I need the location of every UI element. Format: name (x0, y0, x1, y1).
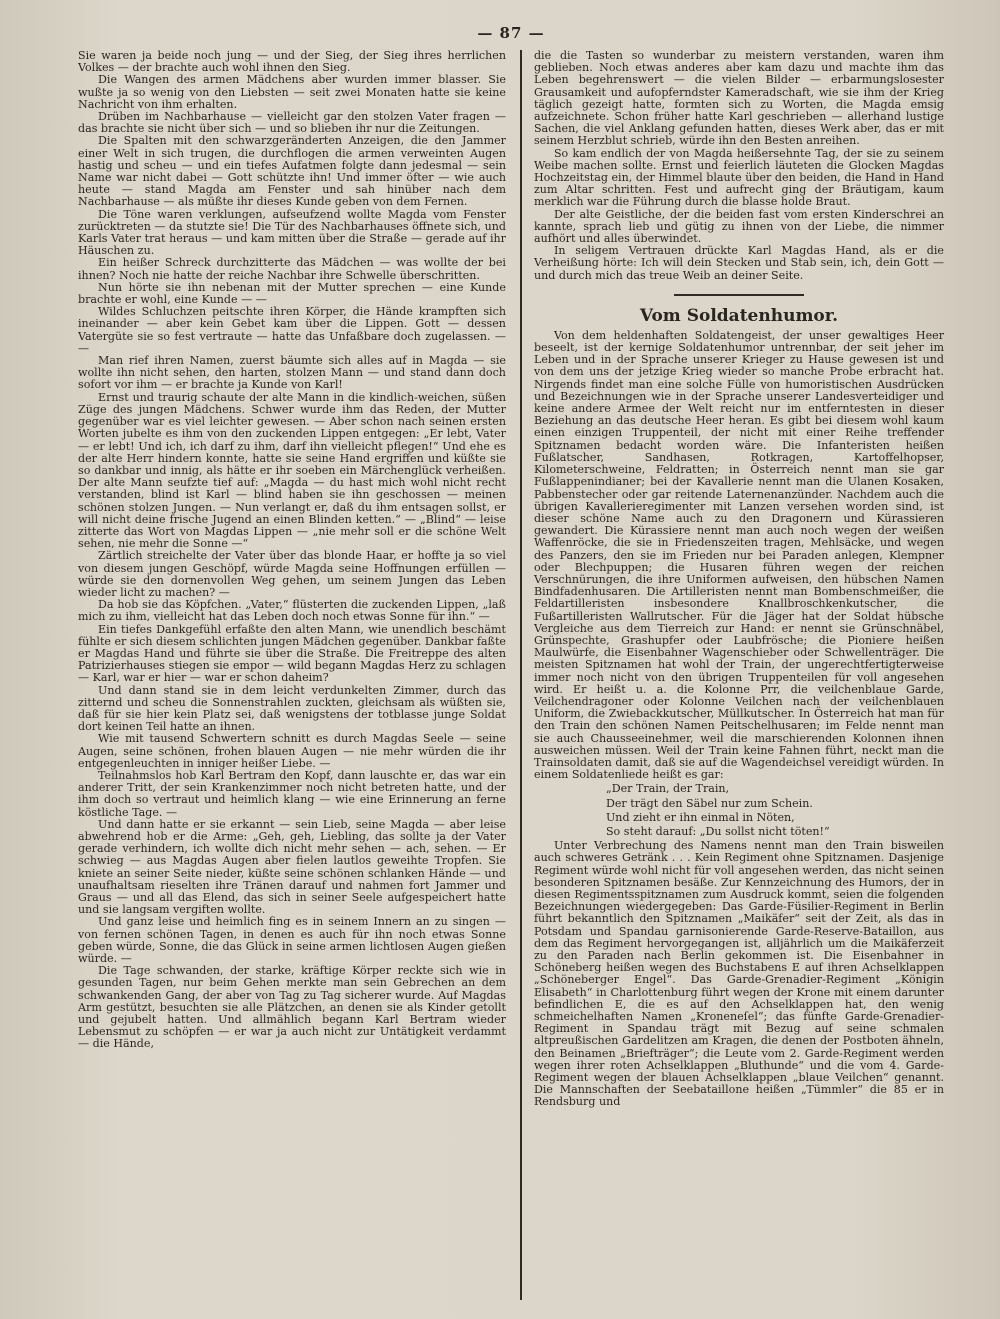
page-number: — 87 — (477, 24, 545, 42)
left-column (78, 50, 514, 1300)
column-divider (520, 50, 522, 1300)
paragraph: So kam endlich der von Magda heißersehnte Tag, der sie zu seinem Weibe machen sollte. Ernst und feierlich läuteten die Glocken Magdas Hochzeitstag ein, der Himmel blaute über den beiden, die Hand in Hand zum Altar schritten. Fest und aufrecht ging der Bräutigam, kaum merklich war die Führung durch die blasse holde Braut. (533, 146, 944, 209)
paragraph: Und ganz leise und heimlich fing es in seinem Innern an zu singen — von fernen schönen Tagen, in denen es auch für ihn noch etwas Sonne geben würde, Sonne, die das Glück in seine armen lichtlosen Augen gießen würde. — (78, 915, 506, 966)
paragraph: die die Tasten so wunderbar zu meistern verstanden, waren ihm geblieben. Noch etwas anderes aber kam dazu und machte ihm das Leben begehrenswert — die vielen Bilder — erbarmungslosester Grausamkeit und aufopferndster Kameradschaft, wie sie ihm der Krieg täglich gezeigt hatte, formten sich zu Worten, die Magda emsig aufzeichnete. Schon früher hatte Karl geschrieben — allerhand lustige Sachen, die viel Anklang gefunden hatten, dieses Werk aber, das er mit seinem Herzblut schrieb, würde ihn den Besten anreihen. (533, 50, 944, 148)
verse-line: So steht darauf: „Du sollst nicht töten!“ (605, 824, 830, 838)
paragraph: Die Tage schwanden, der starke, kräftige Körper reckte sich wie in gesunden Tagen, nur beim Gehen merkte man sein Gebrechen an dem schwankenden Gang, der aber von Tag zu Tag sicherer wurde. Auf Magdas Arm gestützt, besuchten sie alle Plätzchen, an denen sie als Kinder getollt und gejubelt hatten. Und allmählich begann Karl Bertram wieder Lebensmut zu schöpfen — er war ja auch nicht zur Untätigkeit verdammt — die Hände, (78, 964, 506, 1051)
paragraph: Wie mit tausend Schwertern schnitt es durch Magdas Seele — seine Augen, seine schönen, frohen blauen Augen — nie mehr würden die ihr entgegenleuchten in inniger heißer Liebe. — (78, 732, 506, 770)
paragraph: Und dann stand sie in dem leicht verdunkelten Zimmer, durch das zitternd und scheu die Sonnenstrahlen zuckten, gleichsam als wüßten sie, daß für sie hier kein Platz sei, daß wenigstens der totblasse junge Soldat dort keinen Teil hatte an ihnen. (78, 683, 506, 734)
paragraph: Der alte Geistliche, der die beiden fast vom ersten Kinderschrei an kannte, sprach lieb und gütig zu ihnen von der Liebe, die nimmer aufhört und alles überwindet. (533, 207, 944, 246)
paragraph: Zärtlich streichelte der Vater über das blonde Haar, er hoffte ja so viel von diesem jungen Geschöpf, würde Magda seine Hoffnungen erfüllen — würde sie den dornenvollen Weg gehen, um seinem Jungen das Leben wieder licht zu machen? — (78, 549, 506, 599)
columns (78, 50, 944, 1300)
headline-divider (674, 294, 804, 296)
verse-line: „Der Train, der Train, (605, 782, 730, 796)
paragraph: Von dem heldenhaften Soldatengeist, der unser gewaltiges Heer beseelt, ist der kernige Soldatenhumor untrennbar, der seit jeher im Leben und in der Sprache unserer Krieger zu Hause gewesen ist und von dem uns der jetzige Krieg wieder so manche Probe erbracht hat. Nirgends findet man eine solche Fülle von humoristischen Ausdrücken und Bezeichnungen wie in der Sprache unserer Landesverteidiger und keine andere Armee der Welt reicht nur im entferntesten in dieser Beziehung an das deutsche Heer heran. Es gibt bei diesem wohl kaum einen einzigen Truppenteil, der nicht mit einer Reihe treffender Spitznamen bedacht worden wäre. Die Infanteristen heißen Fußlatscher, Sandhasen, Rotkragen, Kartoffelhopser, Kilometerschweine, Feldratten; in Österreich nennt man sie gar Fußlappenindianer; bei der Kavallerie nennt man die Ulanen Kosaken, Pabbenstecher oder gar reitende Laternenanzünder. Nachdem auch die übrigen Kavallerieregimenter mit Lanzen versehen worden sind, ist dieser schöne Name auch zu den Dragonern und Kürassieren gewandert. Die Kürassiere nennt man auch noch wegen der weißen Waffenröcke, die sie in Friedenszeiten tragen, Mehlsäcke, und wegen des Panzers, den sie im Frieden nur bei Paraden anlegen, Klempner oder Blechpuppen; die Husaren führen wegen der reichen Verschnürungen, die ihre Uniformen aufweisen, den hübschen Namen Bindfadenhusaren. Die Artilleristen nennt man Bombenschmeißer, die Feldartilleristen insbesondere Knallbroschkenkutscher, die Fußartilleristen Wallrutscher. Für die Jäger hat der Soldat hübsche Vergleiche aus dem Tierreich zur Hand: er nennt sie Grünschnäbel, Grünspechte, Grashupfer oder Laubfrösche; die Pioniere heißen Maulwürfe, die Eisenbahner Wagenschieber oder Schwellenträger. Die meisten Spitznamen hat wohl der Train, der ungerechtfertigterweise immer noch nicht von den übrigen Truppenteilen für voll angesehen wird. Er heißt u. a. die Kolonne Prr, die veilchenblaue Garde, Veilchendragoner oder Kolonne Veilchen nach der veilchenblauen Uniform, die Zwiebackkutscher, Müllkutscher. In Österreich hat man für den Train den schönen Namen Peitschelhusaren; im Felde nennt man sie auch Chausseeinehmer, weil die marschierenden Kolonnen ihnen ausweichen müssen. Weil der Train keine Fahnen führt, neckt man die Trainsoldaten damit, daß sie auf die Wagendeichsel vereidigt würden. In einem Soldatenliede heißt es gar: (533, 328, 944, 782)
paragraph: Die Töne waren verklungen, aufseufzend wollte Magda vom Fenster zurücktreten — da stutzte sie! Die Tür des Nachbarhauses öffnete sich, und Karls Vater trat heraus — und kam mitten über die Straße — gerade auf ihr Häuschen zu. (78, 207, 506, 258)
paragraph: Drüben im Nachbarhause — vielleicht gar den stolzen Vater fragen — das brachte sie nicht über sich — und so blieben ihr nur die Zeitungen. (78, 110, 506, 136)
paragraph: Nun hörte sie ihn nebenan mit der Mutter sprechen — eine Kunde brachte er wohl, eine Kunde — — (78, 280, 506, 307)
paragraph: Ein heißer Schreck durchzitterte das Mädchen — was wollte der bei ihnen? Noch nie hatte der reiche Nachbar ihre Schwelle überschritten. (78, 256, 506, 282)
paragraph: Da hob sie das Köpfchen. „Vater,“ flüsterten die zuckenden Lippen, „laß mich zu ihm, vielleicht hat das Leben doch noch etwas Sonne für ihn.“ — (78, 598, 506, 624)
paragraph: Und dann hatte er sie erkannt — sein Lieb, seine Magda — aber leise abwehrend hob er die Arme: „Geh, geh, Liebling, das sollte ja der Vater gerade verhindern, ich wollte dich nicht mehr sehen — ach, sehen. — Er schwieg — aus Magdas Augen aber fielen lautlos geweihte Tropfen. Sie kniete an seiner Seite nieder, küßte seine schönen schlanken Hände — und unaufhaltsam rieselten ihre Tränen darauf und nahmen fort Jammer und Graus — und all das Elend, das sich in seiner Seele aufgespeichert hatte und sie langsam vergiften wollte. (78, 817, 506, 917)
paragraph: Sie waren ja beide noch jung — und der Sieg, der Sieg ihres herrlichen Volkes — der brachte auch wohl ihnen den Sieg. (78, 50, 506, 75)
paragraph: Man rief ihren Namen, zuerst bäumte sich alles auf in Magda — sie wollte ihn nicht sehen, den harten, stolzen Mann — und stand dann doch sofort vor ihm — er brachte ja Kunde von Karl! (78, 354, 506, 392)
verse-line: Der trägt den Säbel nur zum Schein. (605, 796, 813, 810)
verse-line: Und zieht er ihn einmal in Nöten, (605, 810, 795, 824)
paragraph: Teilnahmslos hob Karl Bertram den Kopf, dann lauschte er, das war ein anderer Tritt, der sein Krankenzimmer noch nicht betreten hatte, und der ihm doch so vertraut und heimlich klang — wie eine Erinnerung an ferne köstliche Tage. — (78, 768, 506, 819)
paragraph: Ein tiefes Dankgefühl erfaßte den alten Mann, wie unendlich beschämt fühlte er sich diesem schlichten jungen Mädchen gegenüber. Dankbar faßte er Magdas Hand und führte sie über die Straße. Die Freitreppe des alten Patrizierhauses stiegen sie empor — wild begann Magdas Herz zu schlagen — Karl, war er hier — war er schon daheim? (78, 622, 506, 685)
page-header (78, 18, 944, 48)
paragraph: Wildes Schluchzen peitschte ihren Körper, die Hände krampften sich ineinander — aber kein Gebet kam über die Lippen. Gott — dessen Vatergüte sie so fest vertraute — hatte das Unfaßbare doch zugelassen. — — (78, 305, 506, 355)
paragraph: Die Spalten mit den schwarzgeränderten Anzeigen, die den Jammer einer Welt in sich trugen, die durchflogen die armen verweinten Augen hastig und scheu — und ein tiefes Aufatmen folgte dann jedesmal — sein Name war nicht dabei — Gott schützte ihn! Und immer öfter — wie auch heute — stand Magda am Fenster und sah hinüber nach dem Nachbarhause — als müßte ihr dieses Kunde geben von dem Fernen. (78, 134, 506, 209)
paragraph: Die Wangen des armen Mädchens aber wurden immer blasser. Sie wußte ja so wenig von den Liebsten — seit zwei Monaten hatte sie keine Nachricht von ihm erhalten. (78, 73, 506, 111)
paragraph: Unter Verbrechung des Namens nennt man den Train bisweilen auch schweres Getränk . . . Kein Regiment ohne Spitznamen. Dasjenige Regiment würde wohl nicht für voll angesehen werden, das nicht seinen besonderen Spitznamen besäße. Zur Kennzeichnung des Humors, der in diesen Regimentsspitznamen zum Ausdruck kommt, seien die folgenden Bezeichnungen wiedergegeben: Das Garde-Füsilier-Regiment in Berlin führt bekanntlich den Spitznamen „Maikäfer“ seit der Zeit, als das in Potsdam und Spandau garnisonierende Garde-Reserve-Bataillon, aus dem das Regiment hervorgegangen ist, alljährlich um die Maikäferzeit zu den Paraden nach Berlin gekommen ist. Die Eisenbahner in Schöneberg heißen wegen des Buchstabens E auf ihren Achselklappen „Schöneberger Engel“. Das Garde-Grenadier-Regiment „Königin Elisabeth“ in Charlottenburg führt wegen der Krone mit einem darunter befindlichen E, die es auf den Achselklappen hat, den wenig schmeichelhaften Namen „Kroneneſel“; das fünfte Garde-Grenadier-Regiment in Spandau trägt mit Bezug auf seine schmalen altpreußischen Gardelitzen am Kragen, die denen der Postboten ähneln, den Beinamen „Briefträger“; die Leute vom 2. Garde-Regiment werden wegen ihrer roten Achselklappen „Bluthunde“ und die vom 4. Garde-Regiment wegen der blauen Achselklappen „blaue Veilchen“ genannt. Die Mannschaften der Seebataillone heißen „Tümmler“ die 85 er in Rendsburg und (533, 839, 944, 1109)
paragraph: Ernst und traurig schaute der alte Mann in die kindlich-weichen, süßen Züge des jungen Mädchens. Schwer wurde ihm das Reden, der Mutter gegenüber war es viel leichter gewesen. — Aber schon nach seinen ersten Worten jubelte es ihm von den zuckenden Lippen entgegen: „Er lebt, Vater — er lebt! Und ich, ich darf zu ihm, darf ihn vielleicht pflegen!“ Und ehe es der alte Herr hindern konnte, hatte sie seine Hand ergriffen und küßte sie so dankbar und innig, als hätte er ihr soeben ein Märchenglück verheißen. Der alte Mann seufzte tief auf: „Magda — du hast mich wohl nicht recht verstanden, blind ist Karl — blind haben sie ihn geschossen — meinen schönen stolzen Jungen. — Nun verlangt er, daß du ihm entsagen sollst, er will nicht deine frische Jugend an einen Blinden ketten.“ — „Blind“ — leise zitterte das Wort von Magdas Lippen — „nie mehr soll er die schöne Welt sehen, nie mehr die Sonne —“ (78, 390, 506, 551)
paragraph: In seligem Vertrauen drückte Karl Magdas Hand, als er die Verheißung hörte: Ich will dein Stecken und Stab sein, ich, dein Gott — und durch mich das treue Weib an deiner Seite. (533, 244, 944, 282)
article-headline: Vom Soldatenhumor. (639, 305, 839, 326)
right-column (528, 50, 944, 1300)
